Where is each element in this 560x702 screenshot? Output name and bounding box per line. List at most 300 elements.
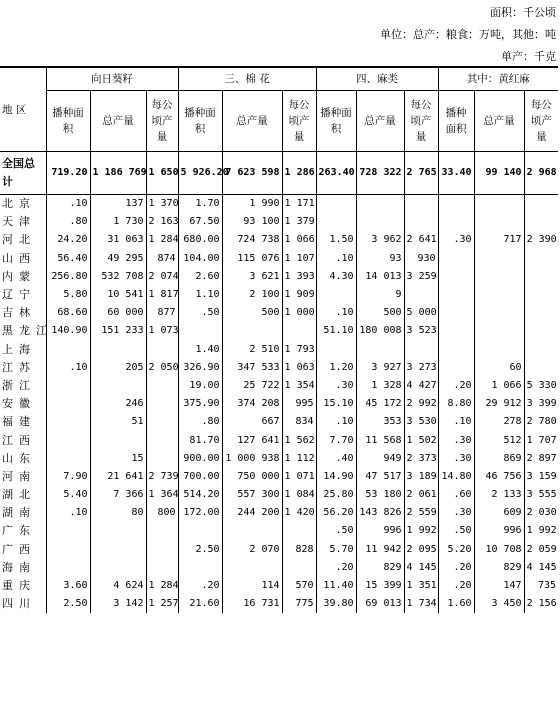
table-cell: 115 076 [222, 250, 282, 268]
table-cell: 347 533 [222, 359, 282, 377]
table-cell: .10 [438, 413, 474, 431]
table-cell: .30 [438, 504, 474, 522]
table-cell [438, 304, 474, 322]
region-name: 浙江 [2, 378, 36, 392]
table-cell [438, 286, 474, 304]
table-cell: 717 [474, 231, 524, 249]
table-cell: 2 373 [404, 450, 438, 468]
region-name: 海南 [2, 560, 36, 574]
table-cell: 700.00 [178, 468, 222, 486]
table-cell: 5.20 [438, 541, 474, 559]
table-cell: 5.70 [316, 541, 356, 559]
table-cell: .20 [316, 559, 356, 577]
table-cell [474, 213, 524, 231]
table-cell: 2 897 [524, 450, 558, 468]
table-cell: 1 066 [474, 377, 524, 395]
table-cell: 278 [474, 413, 524, 431]
national-total-row [0, 152, 558, 195]
table-cell: 4 624 [90, 577, 146, 595]
table-row [0, 286, 558, 304]
table-row [0, 504, 558, 522]
table-row [0, 377, 558, 395]
region-name: 福建 [2, 415, 36, 429]
table-row [0, 559, 558, 577]
table-cell: 256.80 [46, 268, 90, 286]
table-cell: 151 233 [90, 322, 146, 340]
table-cell: 1 351 [404, 577, 438, 595]
table-cell: 47 517 [356, 468, 404, 486]
table-cell [90, 341, 146, 359]
table-cell: 900.00 [178, 450, 222, 468]
table-cell: 1 063 [282, 359, 316, 377]
table-cell [178, 322, 222, 340]
table-cell: 1 650 [146, 152, 178, 195]
table-cell: .20 [438, 559, 474, 577]
table-cell: 5.80 [46, 286, 90, 304]
table-cell: 500 [356, 304, 404, 322]
table-cell: 1 284 [146, 231, 178, 249]
table-cell [474, 268, 524, 286]
table-cell: 2 095 [404, 541, 438, 559]
table-cell: .80 [178, 413, 222, 431]
table-cell: .10 [46, 195, 90, 214]
table-cell [524, 286, 558, 304]
table-cell: .30 [438, 450, 474, 468]
table-cell: 2 510 [222, 341, 282, 359]
output-unit-note: 单位：总产：粮食：万吨，其他：吨 [380, 28, 556, 41]
table-cell: 3 555 [524, 486, 558, 504]
region-name: 黑龙江 [2, 324, 53, 338]
yield-header: 每公顷产量 [146, 91, 178, 152]
table-cell: 104.00 [178, 250, 222, 268]
table-cell: 996 [474, 522, 524, 540]
table-cell [146, 431, 178, 449]
region-name: 湖南 [2, 506, 36, 520]
table-row [0, 522, 558, 540]
total-output-header: 总产量 [356, 91, 404, 152]
table-cell: 3 142 [90, 595, 146, 613]
table-cell: 1 084 [282, 486, 316, 504]
table-cell: 99 140 [474, 152, 524, 195]
table-cell: 7.70 [316, 431, 356, 449]
table-cell: 127 641 [222, 431, 282, 449]
table-cell: 14 013 [356, 268, 404, 286]
table-cell: 829 [474, 559, 524, 577]
table-cell: 1.40 [178, 341, 222, 359]
table-cell: 60 [474, 359, 524, 377]
table-cell: 1.60 [438, 595, 474, 613]
table-cell [222, 522, 282, 540]
table-cell: 1 257 [146, 595, 178, 613]
table-cell: .20 [438, 377, 474, 395]
table-row [0, 268, 558, 286]
table-cell: 33.40 [438, 152, 474, 195]
table-cell: 3 621 [222, 268, 282, 286]
table-cell: 3.60 [46, 577, 90, 595]
table-cell [438, 341, 474, 359]
table-cell: .50 [316, 522, 356, 540]
region-name: 北京 [2, 197, 36, 211]
table-cell: 246 [90, 395, 146, 413]
table-cell: 1 286 [282, 152, 316, 195]
table-cell [524, 304, 558, 322]
table-cell: 53 180 [356, 486, 404, 504]
area-header: 播种面积 [438, 91, 474, 152]
table-cell [316, 213, 356, 231]
table-cell: 1 000 938 [222, 450, 282, 468]
table-cell: 719.20 [46, 152, 90, 195]
region-name: 山东 [2, 451, 36, 465]
table-cell: 45 172 [356, 395, 404, 413]
table-cell: 1 420 [282, 504, 316, 522]
table-row [0, 541, 558, 559]
table-cell [146, 341, 178, 359]
cotton-header: 三、棉 花 [178, 67, 316, 91]
region-name: 重庆 [2, 579, 36, 593]
table-cell [282, 322, 316, 340]
table-cell [404, 341, 438, 359]
table-cell: 2 074 [146, 268, 178, 286]
table-cell [474, 286, 524, 304]
table-cell: 1 992 [404, 522, 438, 540]
table-cell: 263.40 [316, 152, 356, 195]
total-output-header: 总产量 [90, 91, 146, 152]
table-cell [146, 522, 178, 540]
table-cell: 353 [356, 413, 404, 431]
table-cell [46, 450, 90, 468]
table-cell: 5 926.20 [178, 152, 222, 195]
table-cell [356, 341, 404, 359]
region-name: 广西 [2, 542, 36, 556]
yield-unit-note: 单产：千克 [501, 50, 556, 63]
table-cell: 7.90 [46, 468, 90, 486]
table-cell: 1 066 [282, 231, 316, 249]
table-row [0, 486, 558, 504]
table-cell: 180 008 [356, 322, 404, 340]
table-cell: 11 942 [356, 541, 404, 559]
table-cell: 996 [356, 522, 404, 540]
table-row [0, 231, 558, 249]
table-cell: 3 259 [404, 268, 438, 286]
table-cell: 877 [146, 304, 178, 322]
table-cell: .10 [46, 359, 90, 377]
total-output-header: 总产量 [474, 91, 524, 152]
region-name: 河南 [2, 469, 36, 483]
table-cell: 2 156 [524, 595, 558, 613]
table-cell: 5 330 [524, 377, 558, 395]
area-header: 播种面积 [316, 91, 356, 152]
table-cell: 828 [282, 541, 316, 559]
table-cell [524, 213, 558, 231]
table-cell [524, 359, 558, 377]
table-cell [474, 322, 524, 340]
table-cell: 4 145 [524, 559, 558, 577]
table-cell: 1.20 [316, 359, 356, 377]
table-cell: 147 [474, 577, 524, 595]
table-cell: 4.30 [316, 268, 356, 286]
yield-header: 每公顷产量 [404, 91, 438, 152]
table-cell: 143 826 [356, 504, 404, 522]
table-cell: 949 [356, 450, 404, 468]
table-cell [404, 213, 438, 231]
statistics-table [0, 66, 558, 613]
table-cell: 500 [222, 304, 282, 322]
table-cell: 10 708 [474, 541, 524, 559]
table-cell: 2 050 [146, 359, 178, 377]
total-output-header: 总产量 [222, 91, 282, 152]
table-cell: 512 [474, 431, 524, 449]
table-cell: 1 364 [146, 486, 178, 504]
table-cell [178, 559, 222, 577]
table-cell [404, 286, 438, 304]
table-cell: 750 000 [222, 468, 282, 486]
table-cell [316, 341, 356, 359]
table-cell [46, 559, 90, 577]
table-cell: 1.10 [178, 286, 222, 304]
table-cell: 1 793 [282, 341, 316, 359]
table-cell: 2 100 [222, 286, 282, 304]
table-cell: 14.80 [438, 468, 474, 486]
table-cell: 93 [356, 250, 404, 268]
region-name: 辽宁 [2, 288, 36, 302]
table-cell [524, 250, 558, 268]
table-cell: 172.00 [178, 504, 222, 522]
table-cell: 3 530 [404, 413, 438, 431]
table-cell: 1 502 [404, 431, 438, 449]
table-cell: 1 734 [404, 595, 438, 613]
table-cell: 60 000 [90, 304, 146, 322]
table-cell: 51 [90, 413, 146, 431]
table-cell: 1 379 [282, 213, 316, 231]
table-cell: 15.10 [316, 395, 356, 413]
table-cell: 3 450 [474, 595, 524, 613]
table-cell: 1 073 [146, 322, 178, 340]
table-cell: 2 061 [404, 486, 438, 504]
table-cell: 15 [90, 450, 146, 468]
table-cell: 11 568 [356, 431, 404, 449]
table-cell: 829 [356, 559, 404, 577]
table-cell [46, 541, 90, 559]
table-cell: 244 200 [222, 504, 282, 522]
table-cell: 570 [282, 577, 316, 595]
table-cell: .30 [438, 431, 474, 449]
table-cell: 49 295 [90, 250, 146, 268]
table-cell: 15 399 [356, 577, 404, 595]
region-name: 吉林 [2, 306, 36, 320]
table-cell: 1 730 [90, 213, 146, 231]
table-cell: 1 112 [282, 450, 316, 468]
table-cell: 1 284 [146, 577, 178, 595]
table-cell [46, 395, 90, 413]
hemp-header: 四、麻类 [316, 67, 438, 91]
region-name: 河北 [2, 233, 36, 247]
table-cell [356, 213, 404, 231]
table-cell: 735 [524, 577, 558, 595]
table-cell: 2 390 [524, 231, 558, 249]
region-name: 山西 [2, 251, 36, 265]
region-name: 上海 [2, 342, 36, 356]
table-cell: 93 100 [222, 213, 282, 231]
table-cell [438, 268, 474, 286]
table-cell: .50 [178, 304, 222, 322]
region-name: 江苏 [2, 360, 36, 374]
table-cell [474, 250, 524, 268]
table-cell [474, 304, 524, 322]
table-cell: 5.40 [46, 486, 90, 504]
region-name: 内蒙 [2, 269, 36, 283]
table-cell: 2 968 [524, 152, 558, 195]
table-cell: .20 [178, 577, 222, 595]
region-name: 四川 [2, 597, 36, 611]
table-cell: 8.80 [438, 395, 474, 413]
table-cell [90, 431, 146, 449]
table-cell [222, 559, 282, 577]
table-cell: 9 [356, 286, 404, 304]
table-cell [524, 341, 558, 359]
table-cell: 1 393 [282, 268, 316, 286]
table-row [0, 213, 558, 231]
area-unit-note: 面积：千公顷 [490, 6, 556, 19]
table-cell: 21.60 [178, 595, 222, 613]
table-cell: 514.20 [178, 486, 222, 504]
table-cell: 609 [474, 504, 524, 522]
region-name: 全国总计 [0, 152, 46, 195]
table-cell: 2 641 [404, 231, 438, 249]
region-name: 广东 [2, 524, 36, 538]
table-cell [46, 522, 90, 540]
table-cell [438, 195, 474, 214]
table-cell: 1 992 [524, 522, 558, 540]
table-cell: 667 [222, 413, 282, 431]
table-row [0, 322, 558, 340]
table-cell [282, 559, 316, 577]
table-cell: 1 817 [146, 286, 178, 304]
table-cell: 930 [404, 250, 438, 268]
table-cell: 56.40 [46, 250, 90, 268]
table-cell: 2 992 [404, 395, 438, 413]
table-cell [90, 559, 146, 577]
table-cell [404, 195, 438, 214]
table-cell: 140.90 [46, 322, 90, 340]
area-header: 播种面积 [46, 91, 90, 152]
table-cell: 728 322 [356, 152, 404, 195]
table-cell: 3 399 [524, 395, 558, 413]
table-cell [438, 322, 474, 340]
table-cell [474, 341, 524, 359]
table-cell: 1 990 [222, 195, 282, 214]
table-row [0, 359, 558, 377]
table-row [0, 468, 558, 486]
table-cell: 7 623 598 [222, 152, 282, 195]
table-cell: 2 059 [524, 541, 558, 559]
table-cell: 69 013 [356, 595, 404, 613]
table-cell [438, 250, 474, 268]
table-cell: .10 [46, 504, 90, 522]
table-cell: 81.70 [178, 431, 222, 449]
table-cell: 2.50 [178, 541, 222, 559]
table-cell [46, 341, 90, 359]
table-cell [90, 377, 146, 395]
table-cell: 31 063 [90, 231, 146, 249]
table-cell: 869 [474, 450, 524, 468]
table-cell [146, 559, 178, 577]
table-cell: 21 641 [90, 468, 146, 486]
table-cell: .10 [316, 304, 356, 322]
table-row [0, 595, 558, 613]
table-row [0, 304, 558, 322]
table-cell: 1 354 [282, 377, 316, 395]
region-name: 湖北 [2, 488, 36, 502]
table-cell: 46 756 [474, 468, 524, 486]
yield-header: 每公顷产量 [524, 91, 558, 152]
table-cell: 5 000 [404, 304, 438, 322]
table-cell: 3 189 [404, 468, 438, 486]
table-cell: 1 328 [356, 377, 404, 395]
table-cell: 7 366 [90, 486, 146, 504]
area-header: 播种面积 [178, 91, 222, 152]
table-row [0, 413, 558, 431]
table-cell: 205 [90, 359, 146, 377]
table-cell: 800 [146, 504, 178, 522]
table-cell [438, 359, 474, 377]
table-cell: 16 731 [222, 595, 282, 613]
table-cell: 25.80 [316, 486, 356, 504]
table-cell: 2.60 [178, 268, 222, 286]
table-cell: .10 [316, 250, 356, 268]
table-cell: 775 [282, 595, 316, 613]
table-row [0, 341, 558, 359]
table-cell: .20 [438, 577, 474, 595]
table-cell: 25 722 [222, 377, 282, 395]
table-cell [282, 522, 316, 540]
table-cell: 2 780 [524, 413, 558, 431]
table-cell: 2 030 [524, 504, 558, 522]
table-cell: 1.50 [316, 231, 356, 249]
sunflower-header: 向日葵籽 [46, 67, 178, 91]
table-cell: 2 163 [146, 213, 178, 231]
table-cell: .50 [438, 522, 474, 540]
table-cell [524, 268, 558, 286]
table-cell: 2 559 [404, 504, 438, 522]
table-cell: 375.90 [178, 395, 222, 413]
table-cell: .30 [316, 377, 356, 395]
table-cell: 51.10 [316, 322, 356, 340]
table-row [0, 431, 558, 449]
table-cell [46, 431, 90, 449]
table-cell: 24.20 [46, 231, 90, 249]
table-cell: .10 [316, 413, 356, 431]
table-cell: 137 [90, 195, 146, 214]
table-cell: 532 708 [90, 268, 146, 286]
region-name: 安徽 [2, 397, 36, 411]
table-cell: .30 [438, 231, 474, 249]
table-cell [146, 541, 178, 559]
table-cell [316, 286, 356, 304]
table-cell: 4 145 [404, 559, 438, 577]
table-cell: 874 [146, 250, 178, 268]
table-cell: 114 [222, 577, 282, 595]
table-cell: 680.00 [178, 231, 222, 249]
table-cell [178, 522, 222, 540]
table-cell: 2.50 [46, 595, 90, 613]
table-cell [356, 195, 404, 214]
table-cell: 3 927 [356, 359, 404, 377]
table-cell [46, 413, 90, 431]
table-cell: 3 159 [524, 468, 558, 486]
table-cell: 39.80 [316, 595, 356, 613]
table-cell: 1 071 [282, 468, 316, 486]
table-cell: 2 133 [474, 486, 524, 504]
